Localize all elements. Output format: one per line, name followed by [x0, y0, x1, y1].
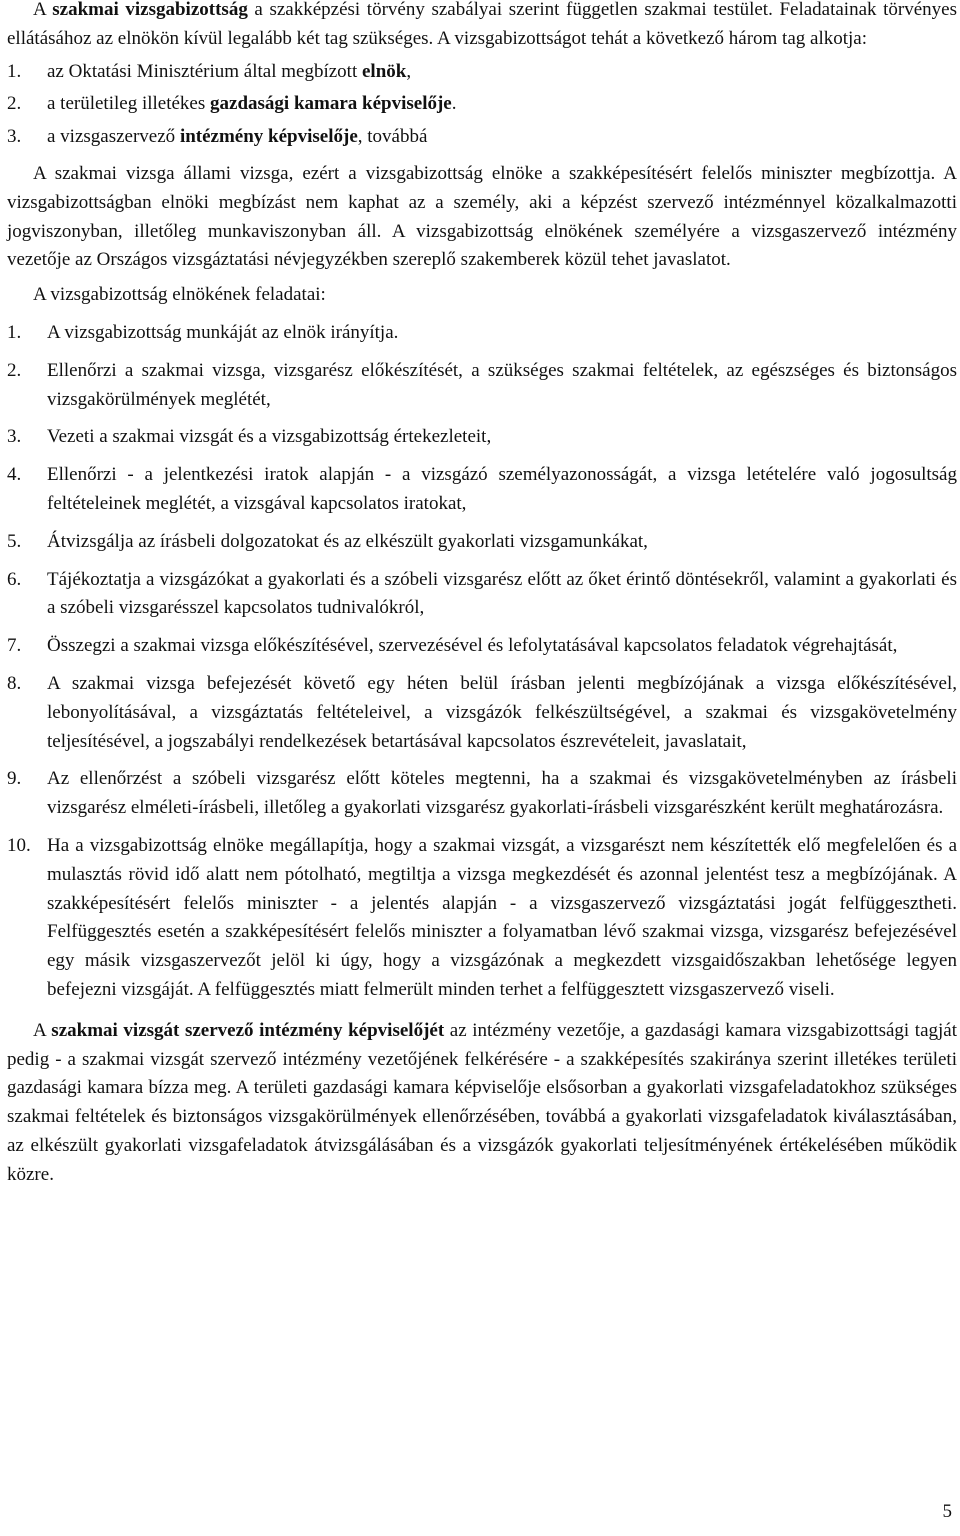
member-item: [7, 123, 957, 152]
member-number: 1.: [7, 60, 22, 82]
task-item: [7, 632, 957, 661]
task-text: A vizsgabizottság munkáját az elnök irányítja.: [47, 321, 399, 343]
task-number: 2.: [7, 359, 22, 381]
member-suffix: ,: [406, 60, 412, 82]
member-bold: elnök: [362, 60, 407, 82]
task-item: [7, 423, 957, 452]
member-item: [7, 58, 957, 87]
task-number: 6.: [7, 568, 22, 590]
task-text: Átvizsgálja az írásbeli dolgozatokat és az elkészült gyakorlati vizsgamunkákat,: [47, 530, 648, 552]
task-text: Ha a vizsgabizottság elnöke megállapítja, hogy a szakmai vizsgát, a vizsgarészt nem készítették elő megfelelően és a mulasztás rövid idő alatt nem pótolható, megtiltja a vizsga megkezdését és azonnal jelentést tesz a megbízójának. A szakképesítésért felelős miniszter - a jelentés alapján - a vizsgaszervező vizsgáztatási jogát felfüggesztheti. Felfüggesztés esetén a szakképesítésért felelős miniszter a folyamatban lévő szakmai vizsga, vizsgarész befejezésével egy másik vizsgaszervezőt jelöl ki úgy, hogy a vizsgázónak a megkezdett vizsgaidőszakban lehetősége legyen befejezni vizsgáját. A felfüggesztés miatt felmerült minden terhet a felfüggesztett vizsgaszervező viseli.: [47, 834, 957, 1000]
task-text: A szakmai vizsga befejezését követő egy héten belül írásban jelenti megbízójának a vizsga előkészítésével, lebonyolításával, a vizsgáztatás feltételeivel, a vizsgázók felkészültségével, a szakmai és vizsgakövetelmény teljesítésével, a jogszabályi rendelkezések betartásával kapcsolatos észrevételeit, javaslatait,: [47, 672, 957, 752]
member-number: 3.: [7, 126, 22, 148]
member-text: az Oktatási Minisztérium által megbízott: [47, 60, 362, 82]
task-text: Az ellenőrzést a szóbeli vizsgarész előtt köteles megtenni, ha a szakmai és vizsgakövetelményben az írásbeli vizsgarész elméleti-írásbeli, illetőleg a gyakorlati vizsgarész gyakorlati-írásbeli vizsgarészként került meghatározásra.: [47, 768, 957, 819]
member-list: [7, 58, 957, 152]
task-number: 8.: [7, 672, 22, 694]
task-text: Tájékoztatja a vizsgázókat a gyakorlati és a szóbeli vizsgarész előtt az őket érintő döntésekről, valamint a gyakorlati és a szóbeli vizsgarésszel kapcsolatos tudnivalókról,: [47, 568, 957, 619]
task-number: 10.: [7, 834, 31, 856]
task-text: Ellenőrzi - a jelentkezési iratok alapján - a vizsgázó személyazonosságát, a vizsga letételére való jogosultság feltételeinek meglétét, a vizsgával kapcsolatos iratokat,: [47, 464, 957, 514]
tasks-list: [7, 319, 957, 1005]
task-item: [7, 319, 957, 348]
task-text: Vezeti a szakmai vizsgát és a vizsgabizottság értekezleteit,: [47, 426, 492, 448]
task-number: 5.: [7, 530, 22, 552]
member-suffix: , továbbá: [357, 126, 428, 148]
task-item: [7, 461, 957, 519]
task-number: 4.: [7, 464, 22, 486]
task-text: Összegzi a szakmai vizsga előkészítésével, szervezésével és lefolytatásával kapcsolatos feladatok végrehajtását,: [47, 635, 898, 657]
task-number: 1.: [7, 321, 22, 343]
closing-text-rest: az intézmény vezetője, a gazdasági kamara vizsgabizottsági tagját pedig - a szakmai vizsgát szervező intézmény vezetőjének felkérésére - a szakképesítés szakiránya szerint illetékes területi gazdasági kamara bízza meg. A területi gazdasági kamara képviselője elsősorban a gyakorlati vizsgafeladatokhoz szükséges szakmai feltételek és biztonságos vizsgakörülmények ellenőrzésében, továbbá a gyakorlati vizsgafeladatok kiválasztásában, az elkészült gyakorlati vizsgafeladatok átvizsgálásában és a vizsgázók gyakorlati teljesítményének értékelésében működik közre.: [7, 1019, 957, 1185]
task-item: [7, 765, 957, 823]
task-number: 7.: [7, 635, 22, 657]
member-item: [7, 90, 957, 119]
intro-text-rest: a szakképzési törvény szabályai szerint független szakmai testület. Feladatainak törvényes ellátásához az elnökön kívül legalább két tag szükséges. A vizsgabizottságot tehát a következő három tag alkotja:: [7, 0, 957, 49]
task-item: [7, 357, 957, 415]
chair-paragraph: A szakmai vizsga állami vizsga, ezért a vizsgabizottság elnöke a szakképesítésért felelős miniszter megbízottja. A vizsgabizottságban elnöki megbízást nem kaphat az a személy, aki a képzést szervező intézménnyel közalkalmazotti jogviszonyban, illetőleg munkaviszonyban áll. A vizsgabizottság elnökének személyére a vizsgaszervező intézmény vezetője az Országos vizsgáztatási névjegyzékben szereplő szakemberek közül tehet javaslatot.: [7, 162, 957, 271]
intro-bold-term: szakmai vizsgabizottság: [52, 0, 248, 20]
task-item: [7, 670, 957, 756]
task-item: [7, 528, 957, 557]
member-number: 2.: [7, 93, 22, 115]
intro-paragraph: [7, 0, 957, 54]
intro-text-start: A: [33, 0, 53, 20]
task-text: Ellenőrzi a szakmai vizsga, vizsgarész előkészítését, a szükséges szakmai feltételek, az egészséges és biztonságos vizsgakörülmények meglétét,: [47, 359, 957, 410]
member-bold: intézmény képviselője: [179, 126, 358, 148]
member-bold: gazdasági kamara képviselője: [210, 93, 452, 115]
task-number: 3.: [7, 426, 22, 448]
closing-text-start: A: [33, 1019, 52, 1041]
task-number: 9.: [7, 768, 22, 790]
tasks-heading: A vizsgabizottság elnökének feladatai:: [33, 284, 326, 306]
closing-paragraph: [7, 1017, 957, 1190]
task-item: [7, 566, 957, 624]
page-number: 5: [942, 1501, 952, 1522]
task-item: [7, 832, 957, 1005]
member-suffix: .: [451, 93, 457, 115]
member-text: a területileg illetékes: [47, 93, 211, 115]
closing-bold-term: szakmai vizsgát szervező intézmény képviselőjét: [51, 1019, 445, 1041]
document-page: [7, 0, 957, 1189]
member-text: a vizsgaszervező: [47, 126, 180, 148]
